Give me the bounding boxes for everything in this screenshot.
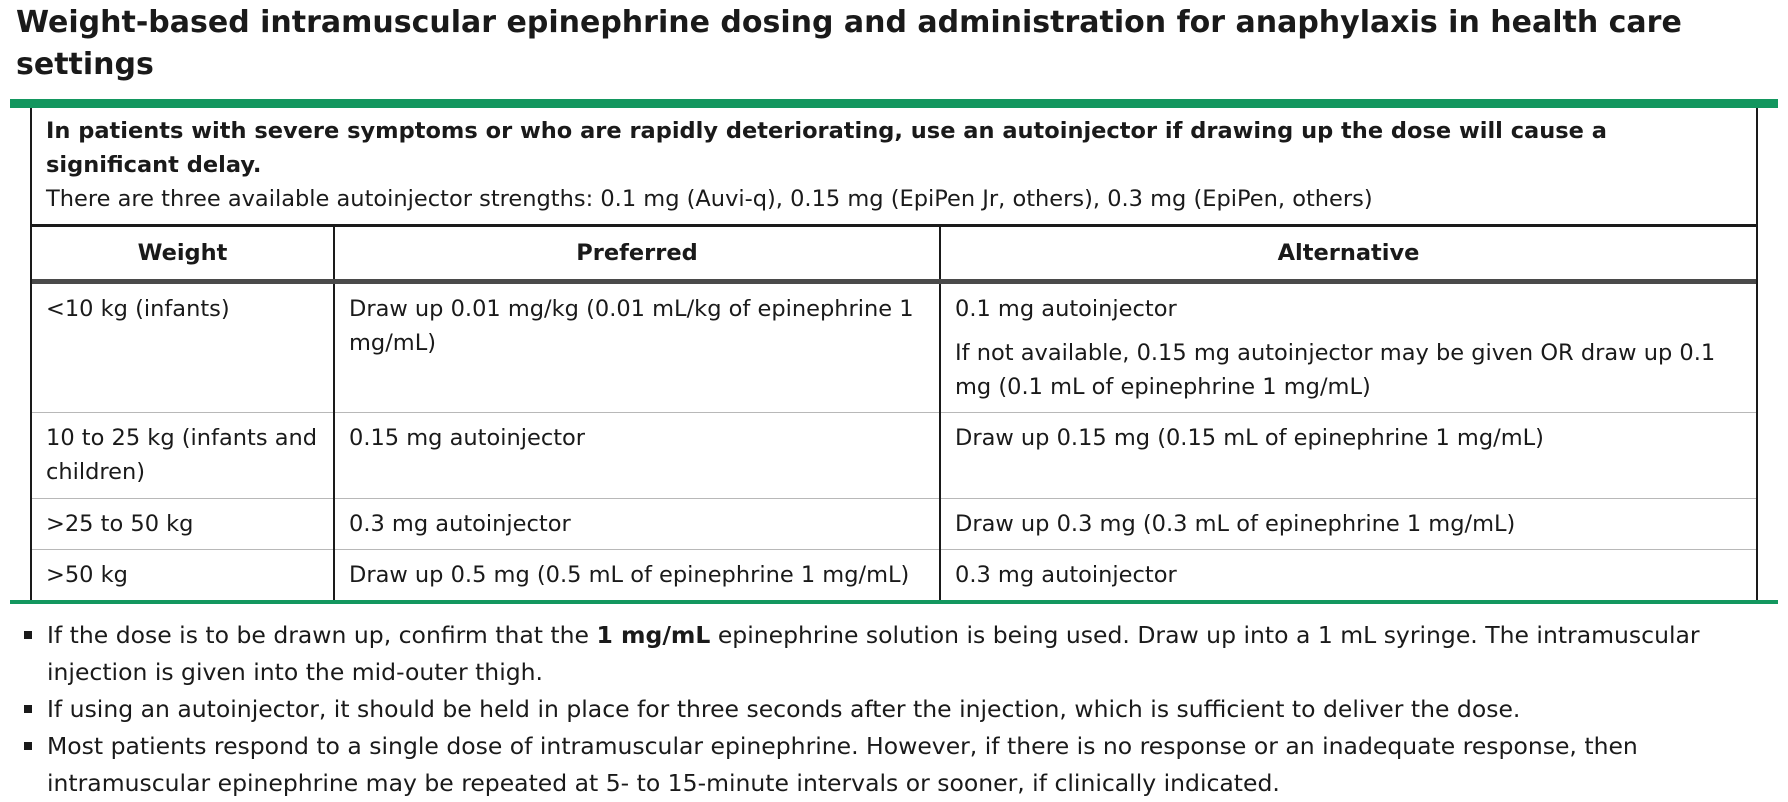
cell-weight: <10 kg (infants)	[46, 296, 230, 322]
table-header-row	[32, 227, 1756, 282]
dosing-table	[32, 227, 1756, 600]
alternative-primary: 0.1 mg autoinjector	[955, 296, 1177, 322]
footnote-text: If using an autoinjector, it should be held in place for three seconds after the injection, which is sufficient to deliver the dose.	[47, 695, 1521, 723]
table-row	[32, 499, 1756, 550]
list-item	[16, 617, 1756, 691]
square-bullet-icon	[24, 705, 32, 713]
header-weight: Weight	[32, 227, 334, 282]
footnote-text-start: If the dose is to be drawn up, confirm that the	[47, 621, 597, 649]
top-accent-rule	[10, 99, 1778, 108]
table-row	[32, 282, 1756, 413]
square-bullet-icon	[24, 631, 32, 639]
square-bullet-icon	[24, 742, 32, 750]
cell-alternative	[940, 282, 1756, 413]
page-title: Weight-based intramuscular epinephrine dosing and administration for anaphylaxis in health care settings	[16, 5, 1682, 82]
cell-weight: 10 to 25 kg (infants and children)	[32, 413, 334, 499]
header-alternative: Alternative	[940, 227, 1756, 282]
bottom-accent-rule	[10, 600, 1778, 604]
cell-preferred: 0.3 mg autoinjector	[334, 499, 940, 550]
list-item	[16, 728, 1756, 802]
footnote-emphasis: 1 mg/mL	[596, 621, 711, 649]
list-item	[16, 691, 1756, 728]
alternative-fallback: If not available, 0.15 mg autoinjector may be given OR draw up 0.1 mg (0.1 mL of epinephrine 1 mg/mL)	[955, 340, 1716, 400]
header-preferred: Preferred	[334, 227, 940, 282]
cell-preferred: Draw up 0.5 mg (0.5 mL of epinephrine 1 mg/mL)	[334, 550, 940, 601]
dosing-table-container	[30, 108, 1758, 600]
cell-alternative: Draw up 0.15 mg (0.15 mL of epinephrine 1 mg/mL)	[940, 413, 1756, 499]
severe-symptoms-note: In patients with severe symptoms or who are rapidly deteriorating, use an autoinjector if drawing up the dose will cause a significant delay.	[46, 118, 1607, 178]
cell-preferred: 0.15 mg autoinjector	[334, 413, 940, 499]
cell-alternative: 0.3 mg autoinjector	[940, 550, 1756, 601]
cell-weight: >25 to 50 kg	[32, 499, 334, 550]
cell-weight: >50 kg	[32, 550, 334, 601]
cell-alternative: Draw up 0.3 mg (0.3 mL of epinephrine 1 mg/mL)	[940, 499, 1756, 550]
autoinjector-strengths-note: There are three available autoinjector strengths: 0.1 mg (Auvi-q), 0.15 mg (EpiPen Jr, others), 0.3 mg (EpiPen, others)	[46, 186, 1373, 212]
table-row	[32, 550, 1756, 601]
footnote-text-end: epinephrine solution is being used. Draw up into a 1 mL syringe. The intramuscular injection is given into the mid-outer thigh.	[47, 621, 1700, 686]
cell-preferred: Draw up 0.01 mg/kg (0.01 mL/kg of epinephrine 1 mg/mL)	[334, 282, 940, 413]
footnote-list	[16, 617, 1756, 802]
table-row	[32, 413, 1756, 499]
note-box	[32, 108, 1756, 227]
footnote-text: Most patients respond to a single dose of intramuscular epinephrine. However, if there is no response or an inadequate response, then intramuscular epinephrine may be repeated at 5- to 15-minute intervals or sooner, if clinically indicated.	[47, 732, 1638, 797]
